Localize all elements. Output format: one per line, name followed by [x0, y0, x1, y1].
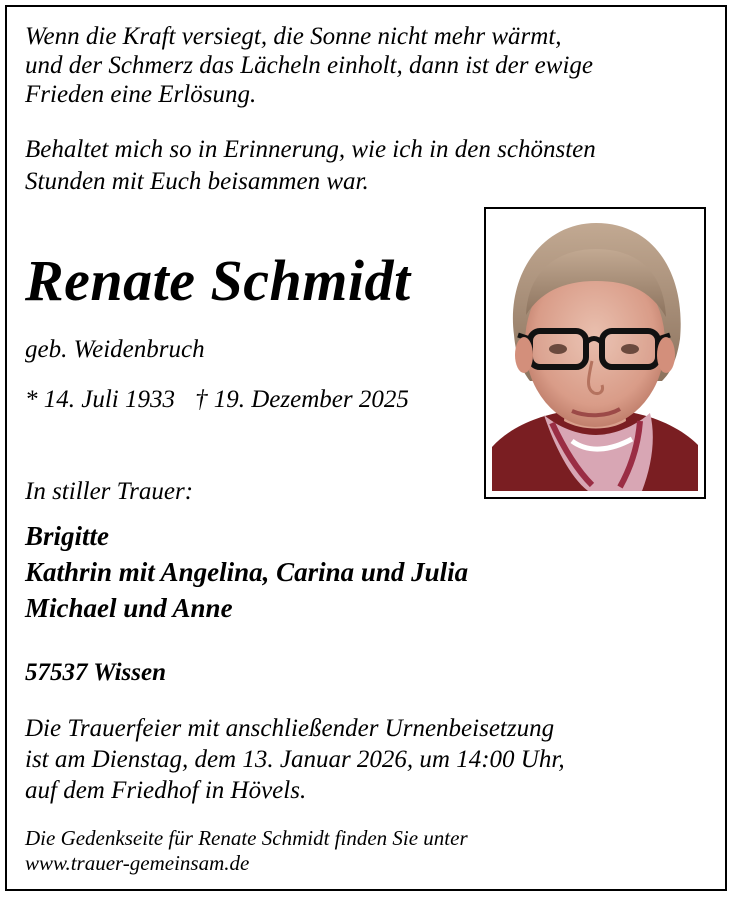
- quote-verse: [25, 22, 593, 109]
- ceremony-line: ist am Dienstag, dem 13. Januar 2026, um 14:00 Uhr,: [25, 746, 565, 773]
- memorial-text: Die Gedenkseite für Renate Schmidt finden Sie unter: [25, 826, 468, 850]
- mourner-name: Michael und Anne: [25, 593, 233, 623]
- ceremony-info: [25, 713, 565, 806]
- quote-line: Frieden eine Erlösung.: [25, 81, 257, 108]
- quote-line: und der Schmerz das Lächeln einholt, dann ist der ewige: [25, 52, 593, 79]
- mourner-name: Kathrin mit Angelina, Carina und Julia: [25, 557, 469, 587]
- mourners-city: 57537 Wissen: [25, 659, 167, 686]
- death-date: † 19. Dezember 2025: [195, 386, 409, 413]
- deceased-name: Renate Schmidt: [25, 248, 411, 313]
- portrait-photo: [484, 207, 706, 499]
- quote-line: Behaltet mich so in Erinnerung, wie ich in den schönsten: [25, 136, 596, 163]
- birth-date: * 14. Juli 1933: [25, 386, 175, 413]
- ceremony-line: Die Trauerfeier mit anschließender Urnenbeisetzung: [25, 715, 555, 742]
- quote-remembrance: [25, 134, 596, 198]
- quote-line: Stunden mit Euch beisammen war.: [25, 168, 369, 195]
- mourner-name: Brigitte: [25, 521, 110, 551]
- memorial-page-info: [25, 826, 468, 876]
- mourners-list: [25, 518, 468, 626]
- memorial-url: www.trauer-gemeinsam.de: [25, 851, 250, 875]
- quote-line: Wenn die Kraft versiegt, die Sonne nicht mehr wärmt,: [25, 23, 562, 50]
- life-dates: [25, 384, 409, 416]
- mourning-intro: In stiller Trauer:: [25, 478, 194, 505]
- ceremony-line: auf dem Friedhof in Hövels.: [25, 777, 307, 804]
- portrait-photo-icon: [492, 215, 698, 491]
- maiden-name: geb. Weidenbruch: [25, 336, 205, 363]
